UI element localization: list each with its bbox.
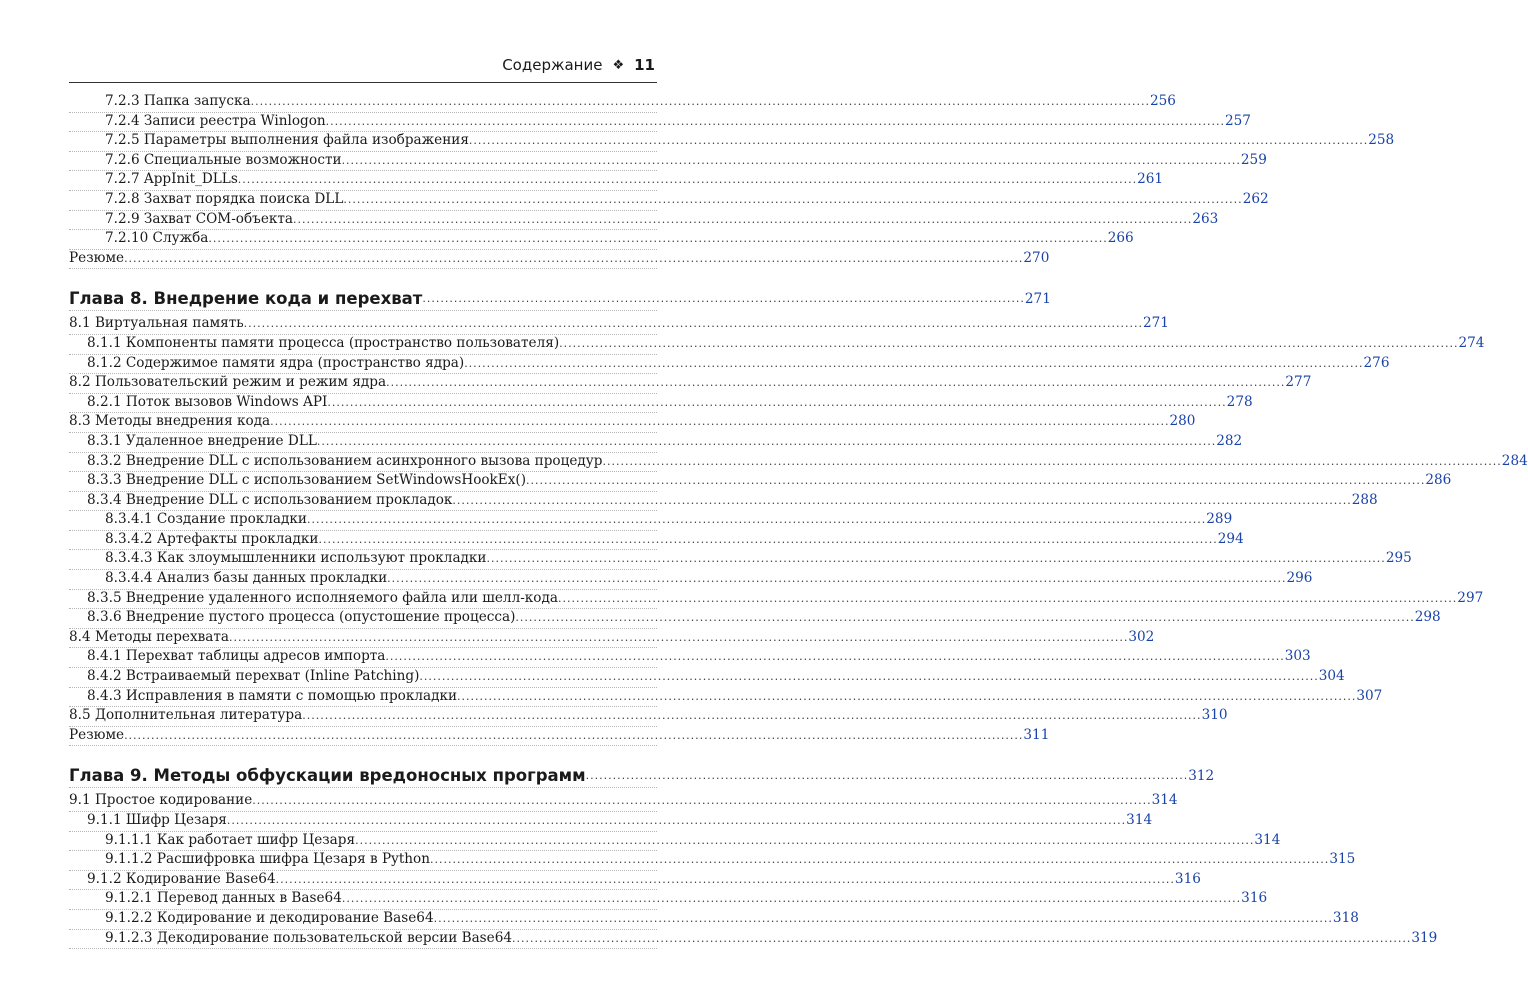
leader-dots: ........................................................................................................................................................................................................ — [387, 572, 1287, 586]
entry-page: 316 — [1174, 870, 1201, 887]
entry-title: 9.1.2.1 Перевод данных в Base64 — [105, 890, 342, 907]
toc-entry[interactable] — [69, 851, 1356, 871]
entry-page: 289 — [1206, 511, 1233, 528]
header-title: Содержание — [502, 56, 603, 74]
leader-dots: ........................................................................................................................................................................................................ — [557, 591, 1458, 605]
entry-title: 9.1.2.3 Декодирование пользовательской версии Base64 — [105, 929, 512, 946]
entry-title: 9.1.2 Кодирование Base64 — [87, 870, 276, 887]
leader-dots: ........................................................................................................................................................................................................ — [602, 454, 1502, 468]
toc-entry[interactable] — [69, 151, 1267, 172]
entry-page: 297 — [1457, 589, 1484, 606]
leader-dots: ........................................................................................................................................................................................................ — [464, 356, 1364, 370]
leader-dots: ........................................................................................................................................................................................................ — [419, 670, 1319, 684]
entry-page: 284 — [1501, 452, 1528, 469]
entry-title: 8.1.2 Содержимое памяти ядра (пространство ядра) — [87, 354, 465, 371]
chapter-8-heading[interactable] — [69, 289, 1051, 311]
entry-title: 9.1.2.2 Кодирование и декодирование Base64 — [105, 909, 434, 926]
entry-page: 298 — [1414, 609, 1441, 626]
entry-title: 7.2.7 AppInit_DLLs — [105, 171, 238, 188]
toc-block-chapter9 — [69, 792, 1438, 949]
toc-entry[interactable] — [69, 831, 1281, 852]
entry-title: Резюме — [69, 249, 125, 266]
toc-entry[interactable] — [69, 550, 1412, 570]
chapter-page: 271 — [1024, 291, 1051, 308]
toc-entry[interactable] — [69, 589, 1484, 610]
entry-title: 8.4.3 Исправления в памяти с помощью прокладки — [87, 687, 458, 704]
chapter-title: Глава 9. Методы обфускации вредоносных программ — [69, 766, 586, 786]
leader-dots: ........................................................................................................................................................................................................ — [386, 376, 1286, 390]
entry-page: 296 — [1286, 570, 1313, 587]
entry-page: 271 — [1142, 315, 1169, 332]
entry-title: 8.3.5 Внедрение удаленного исполняемого файла или шелл-кода — [87, 589, 558, 606]
entry-page: 262 — [1242, 190, 1269, 207]
leader-dots: ........................................................................................................................................................................................................ — [515, 611, 1415, 625]
leader-dots: ........................................................................................................................................................................................................ — [468, 134, 1369, 148]
toc-entry[interactable] — [69, 413, 1196, 433]
toc-entry[interactable] — [69, 315, 1169, 335]
entry-page: 315 — [1329, 851, 1356, 868]
toc-entry[interactable] — [69, 909, 1359, 930]
leader-dots: ........................................................................................................................................................................................................ — [559, 336, 1459, 350]
entry-title: 7.2.9 Захват COM-объекта — [105, 210, 293, 227]
toc-entry[interactable] — [69, 870, 1201, 891]
entry-page: 286 — [1425, 472, 1452, 489]
leader-dots: ........................................................................................................................................................................................................ — [433, 911, 1333, 925]
toc-entry[interactable] — [69, 171, 1164, 191]
entry-page: 314 — [1126, 812, 1153, 828]
entry-page: 307 — [1356, 687, 1383, 704]
leader-dots: ........................................................................................................................................................................................................ — [302, 709, 1202, 723]
leader-dots: ........................................................................................................................................................................................................ — [457, 689, 1357, 703]
leader-dots: ........................................................................................................................................................................................................ — [316, 434, 1217, 448]
entry-page: 280 — [1169, 413, 1196, 430]
leader-dots: ........................................................................................................................................................................................................ — [526, 474, 1426, 488]
toc-entry[interactable] — [69, 530, 1244, 551]
entry-title: 8.3.4.2 Артефакты прокладки — [105, 530, 319, 547]
leader-dots: ........................................................................................................................................................................................................ — [512, 931, 1412, 945]
entry-title: 7.2.3 Папка запуска — [105, 93, 251, 109]
toc-entry[interactable] — [69, 132, 1395, 152]
entry-page: 257 — [1225, 112, 1251, 129]
entry-page: 314 — [1151, 792, 1178, 809]
chapter-page: 312 — [1188, 768, 1215, 785]
running-header — [502, 56, 655, 74]
toc-entry[interactable] — [69, 452, 1528, 473]
leader-dots: ........................................................................................................................................................................................................ — [343, 192, 1243, 206]
toc-entry[interactable] — [69, 726, 1050, 747]
leader-dots: ...................................................................................................................................... — [422, 292, 1025, 306]
leader-dots: ........................................................................................................................................................................................................ — [306, 513, 1207, 527]
entry-page: 295 — [1385, 550, 1412, 567]
leader-dots: ........................................................................................................................................................................................................ — [124, 251, 1024, 265]
toc-entry[interactable] — [69, 472, 1452, 492]
toc-entry[interactable] — [69, 491, 1378, 512]
toc-entry[interactable] — [69, 93, 1176, 113]
entry-page: 318 — [1332, 909, 1359, 926]
toc-entry[interactable] — [69, 249, 1050, 270]
entry-title: 8.2.1 Поток вызовов Windows API — [87, 393, 328, 410]
entry-page: 311 — [1023, 726, 1050, 743]
toc-entry[interactable] — [69, 648, 1311, 668]
entry-title: 8.3.4.3 Как злоумышленники используют прокладки — [105, 550, 487, 567]
entry-title: 7.2.6 Специальные возможности — [105, 151, 342, 168]
toc-entry[interactable] — [69, 190, 1269, 211]
entry-title: 8.3.4.4 Анализ базы данных прокладки — [105, 570, 388, 587]
entry-title: 7.2.4 Записи реестра Winlogon — [105, 112, 326, 129]
entry-page: 270 — [1023, 249, 1050, 266]
entry-title: 9.1.1.2 Расшифровка шифра Цезаря в Python — [105, 851, 430, 868]
entry-page: 278 — [1226, 393, 1253, 410]
leader-dots: ........................................................................................................................................................................................................ — [208, 232, 1108, 246]
leader-dots: ........................................................................................................................................................................................................ — [327, 395, 1227, 409]
toc-entry[interactable] — [69, 112, 1251, 133]
leader-dots: ........................................................................................................................................................................................................ — [275, 872, 1175, 886]
chapter-9-heading[interactable] — [69, 766, 1215, 788]
leader-dots: ........................................................................................................................................................................................................ — [252, 794, 1152, 808]
leader-dots: ........................................................................................................................................................................................................ — [226, 814, 1127, 827]
leader-dots: ........................................................................................................................................................................................................ — [429, 853, 1330, 867]
leader-dots: ........................................................................................................................................................................................................ — [270, 415, 1170, 429]
toc-entry[interactable] — [69, 230, 1134, 250]
entry-title: 8.3 Методы внедрения кода — [69, 413, 271, 430]
entry-page: 276 — [1363, 354, 1390, 371]
toc-entry[interactable] — [69, 628, 1155, 649]
entry-page: 310 — [1201, 707, 1228, 724]
entry-title: 8.3.1 Удаленное внедрение DLL — [87, 432, 317, 449]
leader-dots: ........................................................................................................................................................................................................ — [237, 173, 1138, 187]
table-of-contents — [69, 93, 1528, 949]
entry-title: 8.3.6 Внедрение пустого процесса (опустошение процесса) — [87, 609, 516, 626]
entry-page: 316 — [1241, 890, 1268, 907]
entry-page: 261 — [1137, 171, 1164, 188]
entry-title: 8.5 Дополнительная литература — [69, 707, 303, 724]
toc-entry[interactable] — [69, 334, 1485, 355]
entry-page: 256 — [1149, 93, 1176, 109]
leader-dots: ........................................................................................................................................................................................................ — [229, 630, 1129, 644]
leader-dots: ........................................................................................................................................................................................................ — [341, 892, 1242, 906]
entry-page: 266 — [1107, 230, 1134, 247]
leader-dots: ........................................................................................................................................................................................................ — [318, 532, 1218, 546]
entry-title: 8.1 Виртуальная память — [69, 315, 244, 332]
toc-entry[interactable] — [69, 570, 1313, 590]
leader-dots: ........................................................................................................................................................................................................ — [355, 833, 1255, 847]
toc-block-chapter7 — [69, 93, 1395, 269]
toc-entry[interactable] — [69, 609, 1441, 629]
entry-title: 8.3.4.1 Создание прокладки — [105, 511, 307, 528]
entry-title: 8.4.1 Перехват таблицы адресов импорта — [87, 648, 386, 665]
leader-dots: ........................................................................................................................................................................................................ — [293, 212, 1193, 226]
entry-page: 288 — [1351, 491, 1378, 508]
toc-entry[interactable] — [69, 511, 1233, 531]
entry-title: 8.4.2 Встраиваемый перехват (Inline Patching) — [87, 668, 420, 685]
toc-entry[interactable] — [69, 354, 1390, 375]
entry-title: 8.2 Пользовательский режим и режим ядра — [69, 374, 387, 391]
leader-dots: ........................................................................................................................................................................................................ — [243, 317, 1143, 331]
page-number: 11 — [634, 56, 655, 74]
entry-title: 8.3.4 Внедрение DLL с использованием прокладок — [87, 491, 453, 508]
entry-title: 7.2.10 Служба — [105, 230, 209, 247]
entry-title: 7.2.5 Параметры выполнения файла изображения — [105, 132, 469, 149]
entry-page: 259 — [1240, 151, 1267, 168]
entry-page: 303 — [1284, 648, 1311, 665]
entry-page: 277 — [1285, 374, 1312, 391]
leader-dots: ........................................................................................................................................................................................................ — [486, 552, 1386, 566]
entry-title: 9.1.1 Шифр Цезаря — [87, 812, 227, 828]
entry-page: 319 — [1411, 929, 1438, 946]
entry-page: 274 — [1458, 334, 1485, 351]
toc-entry[interactable] — [69, 687, 1383, 708]
toc-entry[interactable] — [69, 890, 1268, 910]
leader-dots: ........................................................................................................................................................................................................ — [250, 95, 1150, 108]
entry-page: 314 — [1254, 831, 1281, 848]
leader-dots: ........................................................................................................................................................................................................ — [325, 114, 1225, 128]
entry-page: 302 — [1128, 628, 1155, 645]
leader-dots: ........................................................................................................................................................................................................ — [452, 493, 1352, 507]
toc-entry[interactable] — [69, 812, 1153, 832]
toc-entry[interactable] — [69, 792, 1178, 812]
leader-dots: ........................................................................................................................................................................................................ — [124, 728, 1024, 742]
toc-entry[interactable] — [69, 393, 1253, 414]
entry-title: 8.4 Методы перехвата — [69, 628, 230, 645]
toc-entry[interactable] — [69, 668, 1345, 688]
leader-dots: ........................................................................................................................................................................................................ — [385, 650, 1285, 664]
entry-title: 7.2.8 Захват порядка поиска DLL — [105, 190, 344, 207]
entry-page: 258 — [1368, 132, 1395, 149]
toc-block-chapter8 — [69, 315, 1528, 746]
entry-title: 8.1.1 Компоненты памяти процесса (пространство пользователя) — [87, 334, 560, 351]
entry-page: 263 — [1192, 210, 1219, 227]
chapter-title: Глава 8. Внедрение кода и перехват — [69, 289, 423, 309]
entry-title: 8.3.2 Внедрение DLL с использованием асинхронного вызова процедур — [87, 452, 603, 469]
entry-page: 282 — [1216, 432, 1243, 449]
entry-title: Резюме — [69, 726, 125, 743]
entry-title: 9.1.1.1 Как работает шифр Цезаря — [105, 831, 356, 848]
ornament-icon: ❖ — [612, 57, 625, 73]
leader-dots: ........................................................................................................................................................................................................ — [341, 153, 1241, 167]
header-rule — [69, 82, 657, 83]
toc-entry[interactable] — [69, 929, 1438, 950]
entry-title: 8.3.3 Внедрение DLL с использованием SetWindowsHookEx() — [87, 472, 526, 489]
toc-entry[interactable] — [69, 432, 1243, 453]
toc-entry[interactable] — [69, 374, 1312, 394]
entry-page: 304 — [1318, 668, 1345, 685]
entry-title: 9.1 Простое кодирование — [69, 792, 253, 809]
toc-entry[interactable] — [69, 210, 1219, 231]
leader-dots: ...................................................................................................................................... — [585, 769, 1189, 783]
toc-entry[interactable] — [69, 707, 1228, 727]
entry-page: 294 — [1217, 530, 1244, 547]
